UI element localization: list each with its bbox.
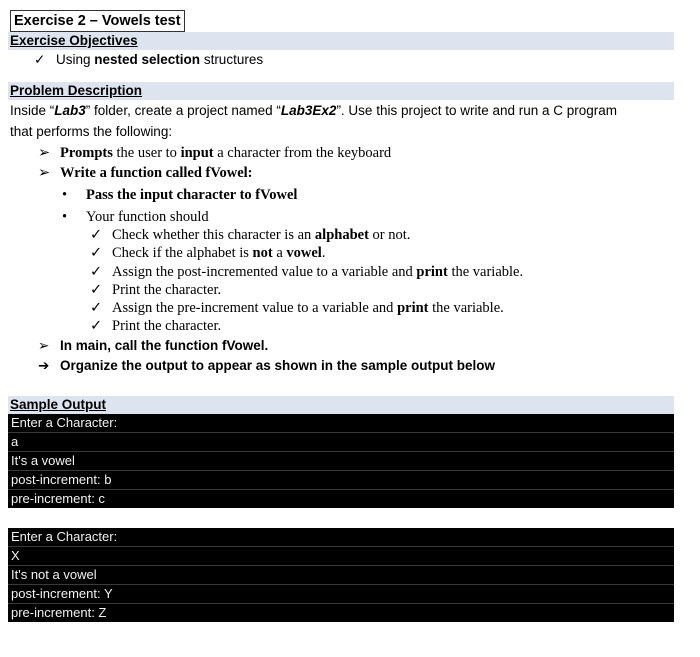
check-icon: ✓ bbox=[90, 264, 103, 280]
terminal-line: post-increment: Y bbox=[8, 585, 674, 604]
terminal-line: It's a vowel bbox=[8, 452, 674, 471]
bullet-main-call: ➢ In main, call the function fVowel. bbox=[38, 338, 269, 353]
objectives-heading: Exercise Objectives bbox=[10, 33, 138, 48]
sub-bullet-pass-input: • Pass the input character to fVowel bbox=[62, 187, 298, 203]
terminal-line: post-increment: b bbox=[8, 471, 674, 490]
problem-intro-line2: that performs the following: bbox=[10, 124, 173, 139]
check-icon: ✓ bbox=[90, 282, 103, 298]
terminal-line: pre-increment: c bbox=[11, 491, 105, 506]
check-icon: ✓ bbox=[90, 318, 103, 334]
check-item-print-char-1: ✓ Print the character. bbox=[90, 282, 222, 298]
terminal-run-1 bbox=[8, 414, 674, 508]
bullet-organize-output: ➔ Organize the output to appear as shown in the sample output below bbox=[38, 358, 496, 373]
check-item-print-char-2: ✓ Print the character. bbox=[90, 318, 222, 334]
check-item-post-increment: ✓ Assign the post-incremented value to a variable and print the variable. bbox=[90, 264, 524, 280]
sub-bullet-function-should: • Your function should bbox=[62, 209, 209, 225]
check-icon: ✓ bbox=[90, 227, 103, 243]
problem-intro-line1: Inside “Lab3” folder, create a project named “Lab3Ex2”. Use this project to write and run a C program bbox=[10, 103, 618, 118]
problem-heading-band bbox=[8, 82, 674, 100]
terminal-line: Enter a Character: bbox=[8, 414, 674, 433]
sample-output-heading: Sample Output bbox=[10, 397, 107, 412]
check-item-pre-increment: ✓ Assign the pre-increment value to a variable and print the variable. bbox=[90, 300, 504, 316]
check-icon: ✓ bbox=[90, 300, 103, 316]
exercise-title: Exercise 2 – Vowels test bbox=[10, 10, 185, 32]
bullet-prompts: ➢ Prompts the user to input a character from the keyboard bbox=[38, 145, 392, 161]
problem-heading: Problem Description bbox=[10, 83, 143, 98]
arrow-bullet-icon: ➢ bbox=[38, 338, 50, 353]
objective-item: ✓ Using nested selection structures bbox=[34, 52, 264, 67]
terminal-line: a bbox=[8, 433, 674, 452]
check-item-vowel: ✓ Check if the alphabet is not a vowel. bbox=[90, 245, 326, 261]
dot-bullet-icon: • bbox=[62, 209, 68, 225]
terminal-run-2 bbox=[8, 528, 674, 622]
check-item-alphabet: ✓ Check whether this character is an alphabet or not. bbox=[90, 227, 411, 243]
check-icon: ✓ bbox=[90, 245, 103, 261]
terminal-line: Enter a Character: bbox=[8, 528, 674, 547]
arrow-bullet-icon: ➢ bbox=[38, 165, 51, 181]
objectives-heading-band bbox=[8, 32, 674, 50]
terminal-line: It's not a vowel bbox=[8, 566, 674, 585]
terminal-line: X bbox=[8, 547, 674, 566]
dot-bullet-icon: • bbox=[62, 187, 68, 203]
sample-heading-band bbox=[8, 396, 674, 414]
bullet-write-function: ➢ Write a function called fVowel: bbox=[38, 165, 253, 181]
terminal-line: pre-increment: Z bbox=[11, 605, 107, 620]
arrow-right-icon: ➔ bbox=[38, 358, 50, 373]
arrow-bullet-icon: ➢ bbox=[38, 145, 51, 161]
check-icon: ✓ bbox=[34, 52, 46, 67]
